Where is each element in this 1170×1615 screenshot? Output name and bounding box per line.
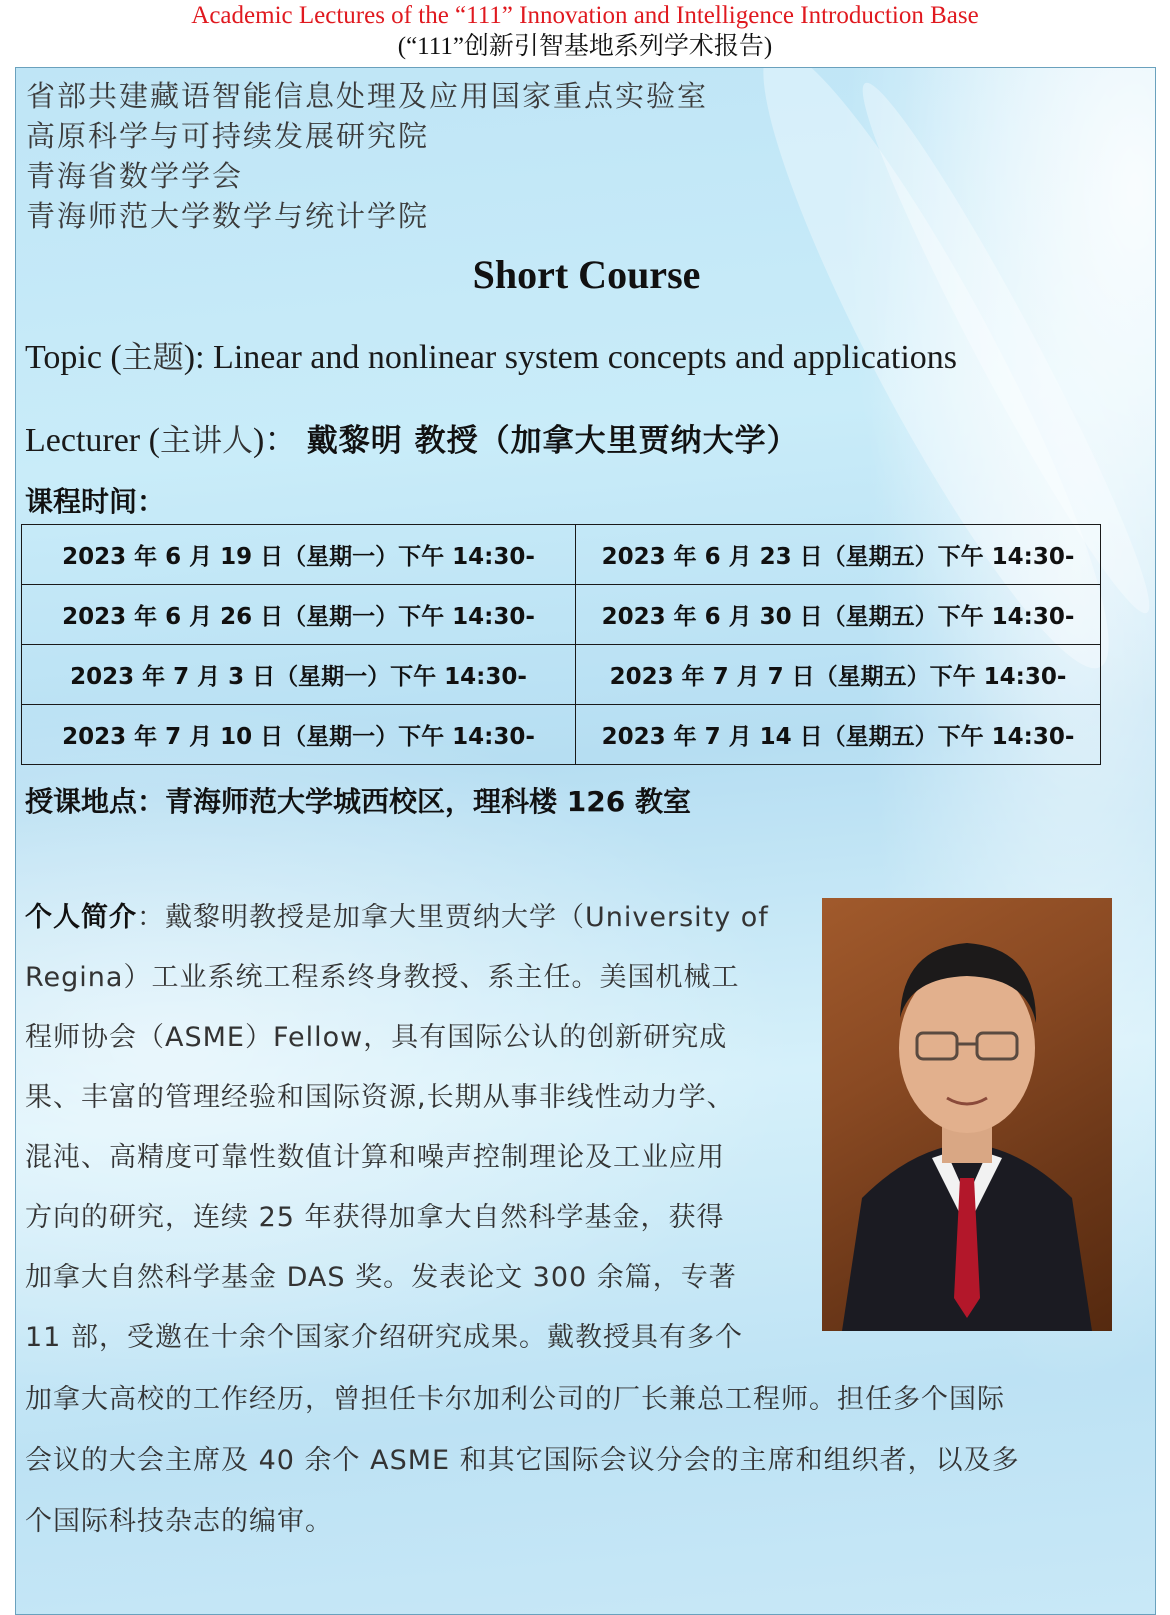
lecturer-photo	[822, 898, 1112, 1331]
schedule-cell: 2023 年 7 月 10 日（星期一）下午 14:30-	[22, 705, 576, 765]
schedule-cell: 2023 年 6 月 19 日（星期一）下午 14:30-	[22, 525, 576, 585]
table-row	[22, 585, 1101, 645]
schedule-table	[21, 524, 1101, 765]
bio-line: 方向的研究，连续 25 年获得加拿大自然科学基金，获得	[25, 1202, 725, 1233]
bio-label: 个人简介	[25, 902, 137, 933]
organizer-line: 省部共建藏语智能信息处理及应用国家重点实验室	[26, 79, 709, 113]
bio-line: 11 部，受邀在十余个国家介绍研究成果。戴教授具有多个	[25, 1322, 743, 1353]
portrait-illustration	[822, 898, 1112, 1331]
schedule-cell: 2023 年 7 月 14 日（星期五）下午 14:30-	[576, 705, 1101, 765]
location-text: 授课地点：青海师范大学城西校区，理科楼 126 教室	[25, 785, 691, 818]
lecturer-value: 戴黎明 教授（加拿大里贾纳大学）	[306, 423, 799, 459]
course-title: Short Course	[472, 252, 701, 297]
topic-value: Linear and nonlinear system concepts and applications	[213, 339, 958, 376]
bio-line: 混沌、高精度可靠性数值计算和噪声控制理论及工业应用	[25, 1142, 725, 1173]
organizer-line: 青海师范大学数学与统计学院	[26, 199, 430, 233]
bio-line: 会议的大会主席及 40 余个 ASME 和其它国际会议分会的主席和组织者，以及多	[25, 1445, 1020, 1476]
poster-panel	[15, 67, 1156, 1615]
table-row	[22, 525, 1101, 585]
topic-label: Topic (	[25, 339, 122, 376]
header-title-chinese: (“111”创新引智基地系列学术报告)	[397, 33, 773, 60]
bio-line: Regina）工业系统工程系终身教授、系主任。美国机械工	[25, 962, 740, 993]
lecturer-label-cn: 主讲人	[159, 423, 253, 459]
header-title-english: Academic Lectures of the “111” Innovation and Intelligence Introduction Base	[191, 2, 979, 29]
table-row	[22, 645, 1101, 705]
lecturer-label-end: )：	[252, 422, 299, 459]
bio-paragraph-continued	[25, 1369, 1115, 1552]
lecturer-line	[25, 412, 799, 461]
bio-line: 个人简介：戴黎明教授是加拿大里贾纳大学（University of	[25, 902, 769, 933]
bio-line: 个国际科技杂志的编审。	[25, 1506, 333, 1537]
schedule-cell: 2023 年 6 月 26 日（星期一）下午 14:30-	[22, 585, 576, 645]
bio-line: 果、丰富的管理经验和国际资源,长期从事非线性动力学、	[25, 1082, 735, 1113]
bio-line: 加拿大自然科学基金 DAS 奖。发表论文 300 余篇，专著	[25, 1262, 737, 1293]
bio-line: 程师协会（ASME）Fellow，具有国际公认的创新研究成	[25, 1022, 728, 1053]
table-row	[22, 705, 1101, 765]
topic-label-end: ):	[183, 339, 205, 376]
topic-line	[25, 332, 957, 377]
topic-label-cn: 主题	[121, 340, 184, 376]
schedule-cell: 2023 年 7 月 7 日（星期五）下午 14:30-	[576, 645, 1101, 705]
bio-paragraph	[25, 888, 805, 1368]
schedule-cell: 2023 年 6 月 23 日（星期五）下午 14:30-	[576, 525, 1101, 585]
schedule-cell: 2023 年 6 月 30 日（星期五）下午 14:30-	[576, 585, 1101, 645]
bio-line: 加拿大高校的工作经历，曾担任卡尔加利公司的厂长兼总工程师。担任多个国际	[25, 1384, 1005, 1415]
organizer-line: 高原科学与可持续发展研究院	[26, 119, 430, 153]
lecturer-label: Lecturer (	[25, 422, 160, 459]
schedule-label: 课程时间：	[25, 485, 166, 518]
organizer-line: 青海省数学学会	[26, 159, 244, 193]
schedule-cell: 2023 年 7 月 3 日（星期一）下午 14:30-	[22, 645, 576, 705]
